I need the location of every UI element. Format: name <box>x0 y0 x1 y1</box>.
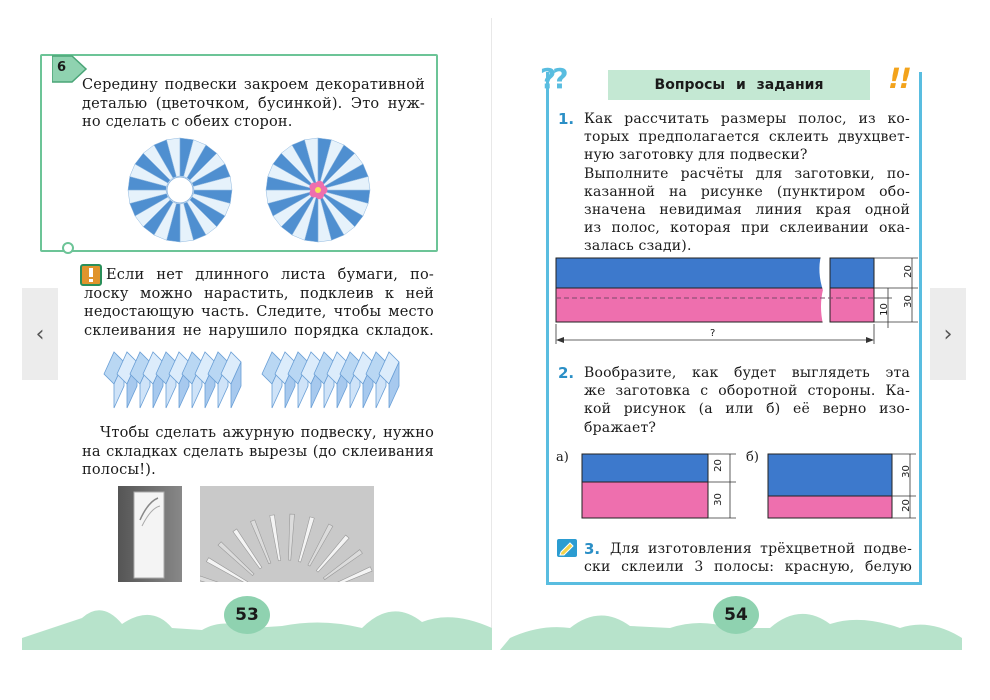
frame-corner-dot <box>60 240 80 260</box>
chevron-right-icon: › <box>943 321 953 347</box>
question-marks-icon: ?? <box>540 62 565 95</box>
q3-number: 3. <box>584 540 601 558</box>
strip-figure-1 <box>552 252 922 348</box>
step-6-text: Середину подвески закроем декоративной деталью (цветочком, бусинкой). Это нуж- но сделать с обеих сторон. <box>82 77 425 130</box>
q2-text: Вообразите, как будет выглядеть эта же заготовка с оборотной стороны. Ка- кой рисунок (а или б) её верно изо- бражает? <box>584 365 910 436</box>
chevron-left-icon: ‹ <box>35 321 45 347</box>
option-a-label: а) <box>556 450 569 465</box>
page-number-right: 54 <box>713 596 759 634</box>
q1-text: Как рассчитать размеры полос, из ко- торых предполагается склеить двухцвет- ную заготовку для подвески? Выполните расчёты для заготовки, по- казанной на рисунке (пунктиром обо- значена невидимая линия края одной из полос, которая при склеивании ока- залась сзади). <box>584 111 910 255</box>
q2-number: 2. <box>558 364 575 382</box>
option-b-label: б) <box>746 450 759 465</box>
option-b-figure[interactable] <box>766 450 918 526</box>
paper-rosette-left <box>124 134 236 246</box>
exclamation-icon: !! <box>884 62 914 95</box>
dim-bottom-strip: 30 <box>902 295 914 308</box>
paper-rosette-flower <box>262 134 374 246</box>
book-gutter <box>491 18 492 650</box>
q3-text: Для изготовления трёхцветной подве- ски склеили 3 полосы: красную, белую <box>584 541 912 576</box>
dim-overlap: 10 <box>878 303 890 316</box>
pencil-task-icon <box>556 538 578 558</box>
next-page-button[interactable] <box>930 288 966 380</box>
cutout-photo-strip <box>118 486 182 582</box>
dim-length-unknown: ? <box>710 328 716 339</box>
cutout-photo-fan <box>200 486 374 582</box>
option-b-dim-bottom: 20 <box>900 499 912 512</box>
option-a-dim-top: 20 <box>712 459 724 472</box>
cutout-text: Чтобы сделать ажурную подвеску, нужно на складках сделать вырезы (до склеивания полосы!). <box>82 425 434 478</box>
folded-strip-left <box>100 344 250 418</box>
tip-text: Если нет длинного листа бумаги, по- лоску можно нарастить, подклеив к ней недостающую часть. Следите, чтобы место склеивания не нарушило порядка складок. <box>84 267 434 339</box>
option-a-dim-bottom: 30 <box>712 493 724 506</box>
prev-page-button[interactable] <box>22 288 58 380</box>
page-number-left: 53 <box>224 596 270 634</box>
option-b-dim-top: 30 <box>900 465 912 478</box>
questions-header: Вопросы и задания <box>608 70 870 100</box>
dim-top-strip: 20 <box>902 265 914 278</box>
q1-number: 1. <box>558 110 575 128</box>
folded-strip-right <box>258 344 408 418</box>
step-number: 6 <box>57 60 67 75</box>
